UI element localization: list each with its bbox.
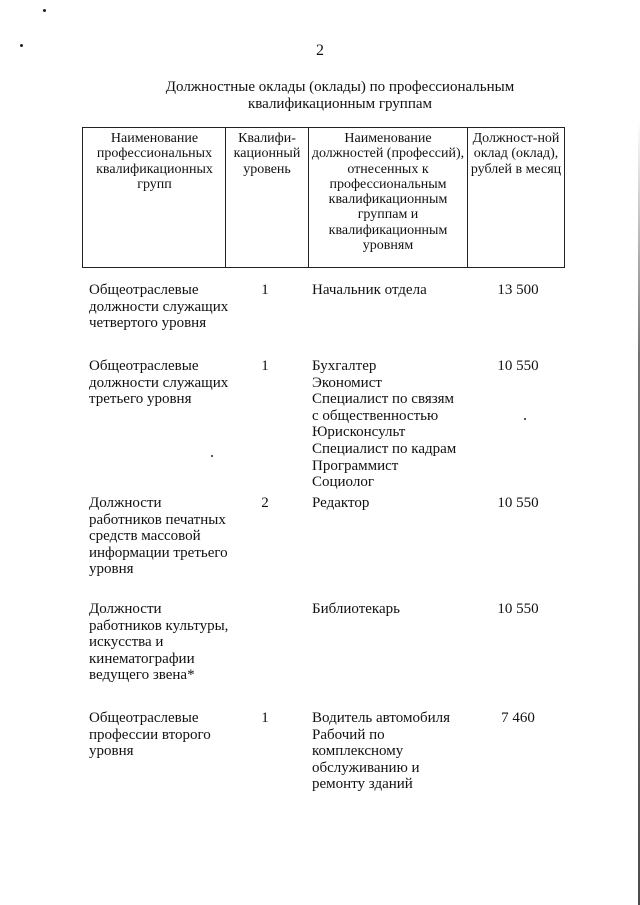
position-name: Бухгалтер — [312, 358, 377, 374]
scan-speck — [211, 455, 213, 457]
header-group-name: Наименование профессиональных квалификационных групп — [96, 131, 213, 192]
position-name: Программист — [312, 457, 399, 474]
position-name: Библиотекарь — [312, 601, 400, 617]
header-salary: Должност-ной оклад (оклад), рублей в месяц — [470, 131, 562, 177]
scan-speck — [43, 9, 46, 12]
position-name: Водитель автомобиля — [312, 710, 450, 726]
position-name: Специалист по кадрам — [312, 440, 457, 457]
qualification-level: 1 — [261, 710, 269, 726]
column-divider — [467, 128, 468, 267]
qualification-level: 1 — [261, 282, 269, 298]
page-number: 2 — [316, 42, 324, 59]
table-header — [82, 127, 565, 268]
group-name: Общеотраслевые должности служащих третьего уровня — [89, 358, 229, 408]
salary-value: 13 500 — [497, 282, 539, 298]
qualification-level: 2 — [261, 495, 269, 511]
position-name: Рабочий по комплексному обслуживанию и ремонту зданий — [312, 726, 420, 793]
position-list — [312, 495, 472, 512]
group-name: Должности работников культуры, искусства и кинематографии ведущего звена* — [89, 601, 229, 684]
group-name: Общеотраслевые должности служащих четвертого уровня — [89, 282, 229, 332]
column-divider — [225, 128, 226, 267]
position-name: Социолог — [312, 474, 374, 491]
position-name: Редактор — [312, 495, 370, 511]
group-name: Общеотраслевые профессии второго уровня — [89, 710, 211, 760]
salary-value: 10 550 — [497, 495, 539, 511]
header-position-names: Наименование должностей (профессий), отнесенных к профессиональным квалификационным группам и квалификационным уровням — [311, 131, 465, 254]
position-name: Начальник отдела — [312, 282, 427, 298]
position-list — [312, 358, 472, 491]
salary-value: 10 550 — [497, 601, 539, 617]
position-name: Юрисконсульт — [312, 424, 406, 441]
header-qualification-level: Квалифи-кационный уровень — [233, 131, 301, 177]
qualification-level: 1 — [261, 358, 269, 374]
position-list — [312, 282, 472, 299]
scan-speck — [524, 418, 526, 420]
position-list — [312, 601, 472, 618]
salary-value: 10 550 — [497, 358, 539, 374]
document-title: Должностные оклады (оклады) по профессиональным квалификационным группам — [165, 79, 515, 112]
column-divider — [308, 128, 309, 267]
position-name: Экономист — [312, 374, 382, 391]
salary-value: 7 460 — [501, 710, 535, 726]
position-list — [312, 710, 472, 793]
group-name: Должности работников печатных средств массовой информации третьего уровня — [89, 495, 228, 578]
position-name: Специалист по связям с общественностью — [312, 391, 455, 424]
